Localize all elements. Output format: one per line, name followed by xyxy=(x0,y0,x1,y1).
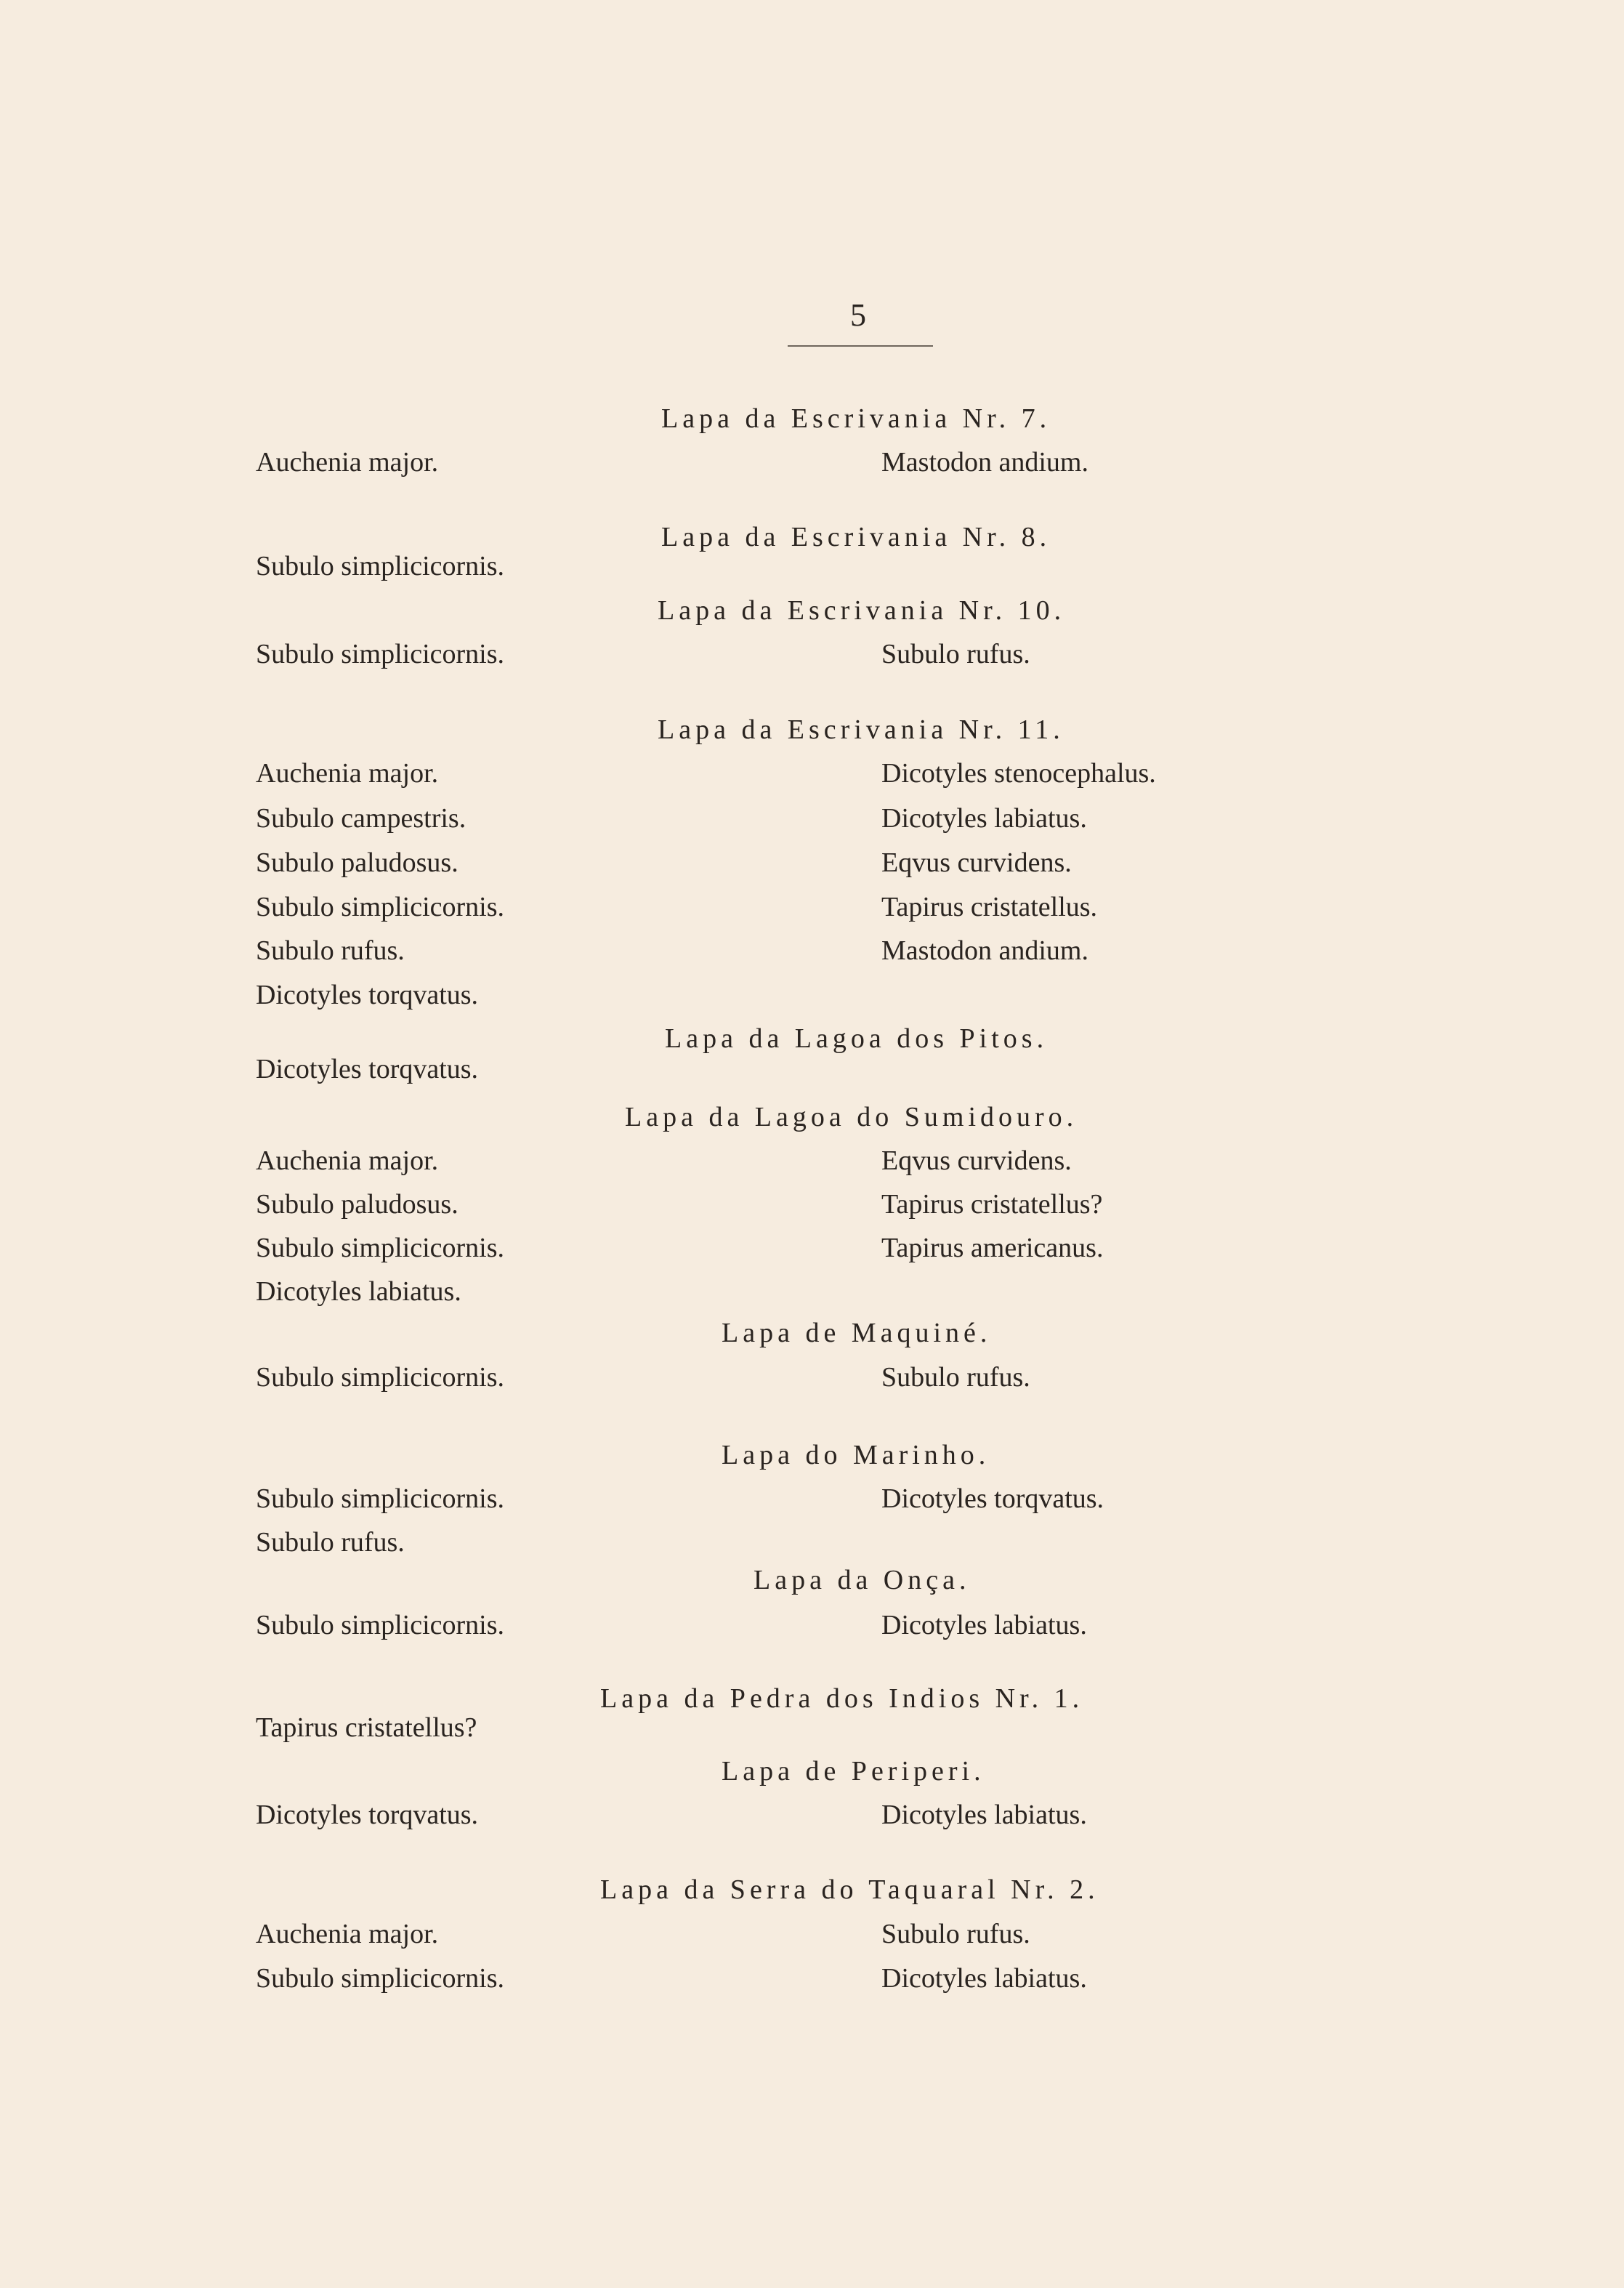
species-entry: Tapirus cristatellus. xyxy=(881,892,1098,922)
species-entry: Subulo simplicicornis. xyxy=(256,892,504,922)
cave-heading: Lapa da Lagoa dos Pitos. xyxy=(665,1023,1049,1054)
species-entry: Eqvus curvidens. xyxy=(881,1145,1072,1176)
page-number-rule xyxy=(788,345,933,347)
species-entry: Subulo simplicicornis. xyxy=(256,1233,504,1263)
species-entry: Auchenia major. xyxy=(256,447,439,478)
species-entry: Subulo paludosus. xyxy=(256,1189,458,1220)
cave-heading: Lapa de Maquiné. xyxy=(722,1318,992,1348)
species-entry: Dicotyles labiatus. xyxy=(256,1276,461,1307)
species-entry: Subulo simplicicornis. xyxy=(256,1483,504,1514)
species-entry: Mastodon andium. xyxy=(881,935,1088,966)
species-entry: Dicotyles torqvatus. xyxy=(256,980,479,1010)
species-entry: Subulo paludosus. xyxy=(256,847,458,878)
species-entry: Dicotyles torqvatus. xyxy=(256,1800,479,1830)
species-entry: Subulo simplicicornis. xyxy=(256,639,504,669)
species-entry: Dicotyles labiatus. xyxy=(881,1610,1087,1640)
cave-heading: Lapa da Onça. xyxy=(754,1565,971,1595)
page-number: 5 xyxy=(850,297,866,333)
species-entry: Mastodon andium. xyxy=(881,447,1088,478)
cave-heading: Lapa da Escrivania Nr. 11. xyxy=(658,714,1065,745)
cave-heading: Lapa da Escrivania Nr. 7. xyxy=(661,403,1051,434)
species-entry: Subulo rufus. xyxy=(881,639,1030,669)
cave-heading: Lapa da Escrivania Nr. 8. xyxy=(661,522,1051,552)
species-entry: Tapirus cristatellus? xyxy=(881,1189,1103,1220)
species-entry: Tapirus cristatellus? xyxy=(256,1712,477,1743)
species-entry: Subulo simplicicornis. xyxy=(256,1362,504,1393)
species-entry: Dicotyles labiatus. xyxy=(881,1963,1087,1994)
species-entry: Subulo rufus. xyxy=(881,1919,1030,1949)
species-entry: Subulo rufus. xyxy=(256,1527,405,1558)
species-entry: Dicotyles labiatus. xyxy=(881,1800,1087,1830)
species-entry: Dicotyles stenocephalus. xyxy=(881,758,1156,789)
species-entry: Subulo rufus. xyxy=(881,1362,1030,1393)
species-entry: Subulo simplicicornis. xyxy=(256,1963,504,1994)
cave-heading: Lapa da Serra do Taquaral Nr. 2. xyxy=(600,1874,1099,1905)
species-entry: Tapirus americanus. xyxy=(881,1233,1104,1263)
species-entry: Auchenia major. xyxy=(256,1145,439,1176)
species-entry: Dicotyles torqvatus. xyxy=(881,1483,1104,1514)
species-entry: Subulo campestris. xyxy=(256,803,466,834)
species-entry: Auchenia major. xyxy=(256,758,439,789)
species-entry: Subulo simplicicornis. xyxy=(256,551,504,581)
species-entry: Auchenia major. xyxy=(256,1919,439,1949)
cave-heading: Lapa da Lagoa do Sumidouro. xyxy=(625,1102,1078,1132)
species-entry: Dicotyles labiatus. xyxy=(881,803,1087,834)
cave-heading: Lapa da Pedra dos Indios Nr. 1. xyxy=(600,1683,1084,1714)
species-entry: Dicotyles torqvatus. xyxy=(256,1054,479,1084)
cave-heading: Lapa de Periperi. xyxy=(722,1756,985,1787)
species-entry: Eqvus curvidens. xyxy=(881,847,1072,878)
species-entry: Subulo rufus. xyxy=(256,935,405,966)
species-entry: Subulo simplicicornis. xyxy=(256,1610,504,1640)
cave-heading: Lapa da Escrivania Nr. 10. xyxy=(658,595,1066,626)
cave-heading: Lapa do Marinho. xyxy=(722,1440,990,1470)
